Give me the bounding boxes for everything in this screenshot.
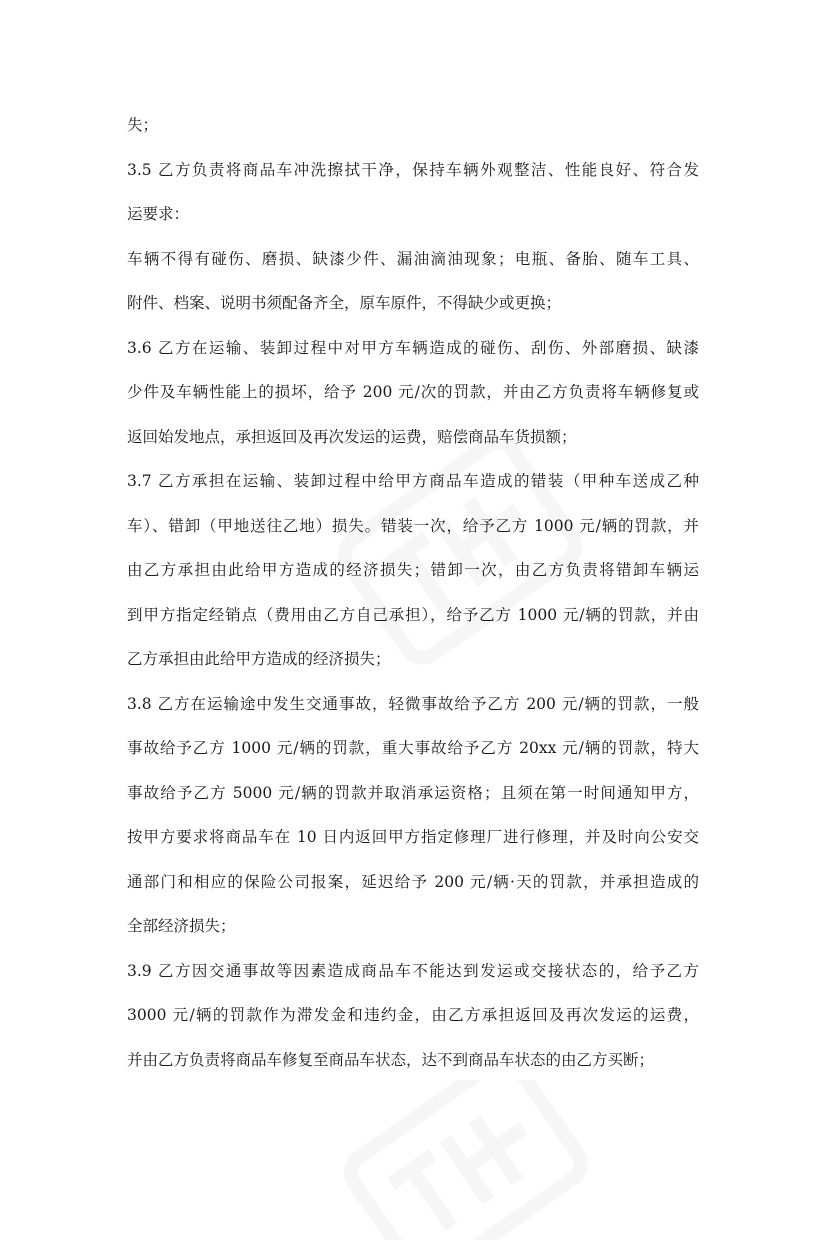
text-line: 乙方承担由此给甲方造成的经济损失； [127, 650, 391, 668]
text-line: 到甲方指定经销点（费用由乙方自己承担），给予乙方 1000 元/辆的罚款，并由 [127, 605, 699, 624]
text-line: 3.9 乙方因交通事故等因素造成商品车不能达到发运或交接状态的，给予乙方 [127, 961, 699, 980]
text-line: 3000 元/辆的罚款作为滞发金和违约金，由乙方承担返回及再次发运的运费， [127, 1006, 699, 1024]
text-line: 3.6 乙方在运输、装卸过程中对甲方车辆造成的碰伤、刮伤、外部磨损、缺漆 [127, 338, 699, 357]
text-line: 返回始发地点，承担返回及再次发运的运费，赔偿商品车货损额； [127, 427, 577, 446]
text-line: 全部经济损失； [127, 917, 236, 935]
text-line: 3.8 乙方在运输途中发生交通事故，轻微事故给予乙方 200 元/辆的罚款，一般 [127, 694, 699, 713]
text-line: 3.7 乙方承担在运输、装卸过程中给甲方商品车造成的错装（甲种车送成乙种 [127, 472, 699, 490]
text-line: 车）、错卸（甲地送往乙地）损失。错装一次，给予乙方 1000 元/辆的罚款，并 [127, 516, 699, 535]
text-line: 事故给予乙方 5000 元/辆的罚款并取消承运资格；且须在第一时间通知甲方， [127, 783, 699, 802]
text-line: 附件、档案、说明书须配备齐全，原车原件，不得缺少或更换； [127, 294, 562, 312]
text-line: 由乙方承担由此给甲方造成的经济损失；错卸一次，由乙方负责将错卸车辆运 [127, 561, 699, 579]
text-line: 通部门和相应的保险公司报案，延迟给予 200 元/辆·天的罚款，并承担造成的 [127, 872, 699, 891]
text-line: 失； [127, 116, 159, 134]
text-line: 按甲方要求将商品车在 10 日内返回甲方指定修理厂进行修理，并及时向公安交 [127, 828, 699, 846]
text-line: 3.5 乙方负责将商品车冲洗擦拭干净，保持车辆外观整洁、性能良好、符合发 [127, 160, 699, 179]
text-line: 少件及车辆性能上的损坏，给予 200 元/次的罚款，并由乙方负责将车辆修复或 [127, 383, 699, 401]
watermark-logo-bottom [330, 1080, 590, 1240]
text-line: 事故给予乙方 1000 元/辆的罚款，重大事故给予乙方 20xx 元/辆的罚款，特大 [127, 739, 699, 757]
document-body [127, 103, 699, 1082]
text-line: 并由乙方负责将商品车修复至商品车状态，达不到商品车状态的由乙方买断； [127, 1050, 655, 1069]
text-line: 车辆不得有碰伤、磨损、缺漆少件、漏油滴油现象；电瓶、备胎、随车工具、 [127, 249, 699, 268]
text-line: 运要求： [127, 205, 190, 223]
